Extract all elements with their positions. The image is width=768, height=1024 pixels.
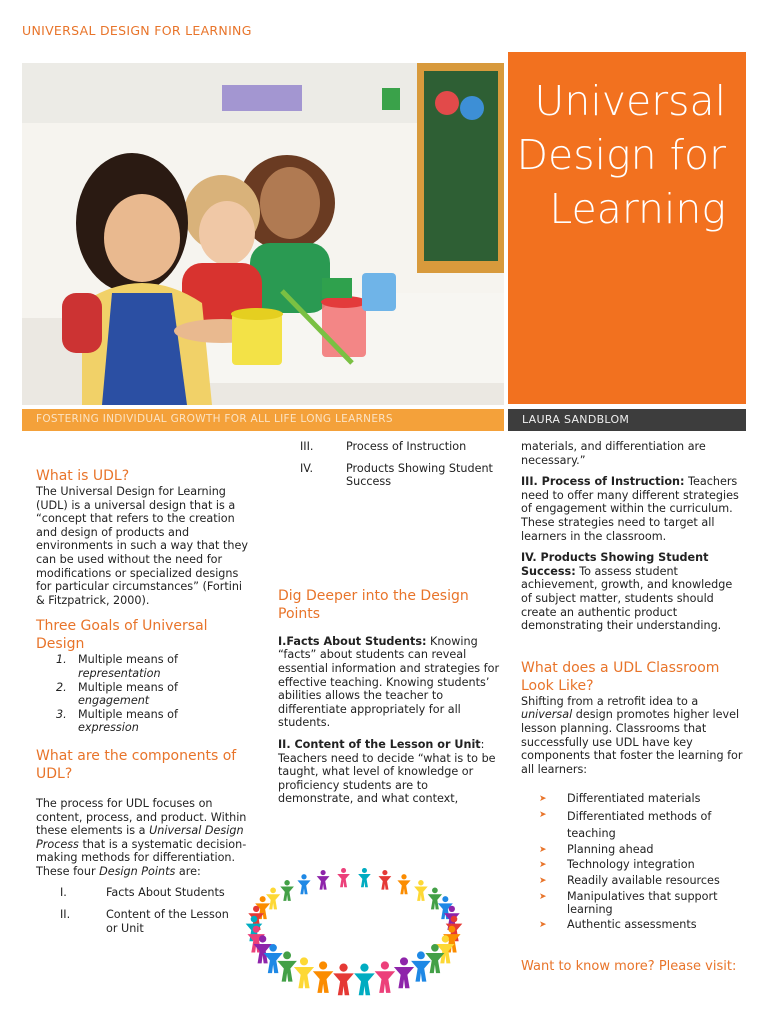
column-2 [278, 440, 500, 806]
person-figure [358, 868, 371, 887]
list-item: II. Content of the Lesson or Unit [60, 908, 229, 935]
what-is-udl-text: The Universal Design for Learning (UDL) is a universal design that is a “concept that refers to the creation and design of products and environments in such a way that they can be used without the need for modifications or specialized designs for particular circumstances” (Fortini & Fitzpatrick, 2000). [36, 485, 248, 607]
person-figure [280, 880, 294, 901]
person-figure [414, 880, 428, 901]
person-figure [428, 887, 442, 909]
column-1 [36, 467, 254, 935]
classroom-bullets [521, 792, 729, 932]
person-figure [294, 957, 314, 988]
continued-text: materials, and differentiation are necessary.” [521, 440, 706, 467]
arrow-bullet-icon: ➤ [539, 844, 547, 855]
arrow-bullet-icon: ➤ [539, 860, 547, 871]
people-circle-illustration [238, 862, 470, 1004]
products-showing-success-text: IV. Products Showing Student Success: To assess student achievement, growth, and knowledge of subject matter, students should create an authentic product demonstrating their understanding. [521, 551, 733, 633]
arrow-bullet-icon: ➤ [539, 809, 547, 820]
person-figure [375, 961, 396, 992]
list-item: 1. Multiple means of representation [56, 653, 178, 680]
facts-about-students-text: I.Facts About Students: Knowing “facts” about students can reveal essential information and strategies for effective teaching. Knowing students’ abilities allows the teacher to differentiate appropriately for all students. [278, 634, 500, 730]
tagline-band [22, 409, 504, 431]
list-item: I. Facts About Students [60, 886, 225, 900]
udl-classroom-heading: What does a UDL Classroom Look Like? [521, 659, 720, 694]
three-goals-heading: Three Goals of Universal Design [36, 618, 208, 653]
arrow-bullet-icon: ➤ [539, 891, 547, 902]
list-item: ➤ Planning ahead [539, 842, 654, 856]
udl-classroom-text: Shifting from a retrofit idea to a universal design promotes higher level lesson planning. Classrooms that successfully use UDL have key components that foster the learning for all learners: [521, 694, 743, 776]
list-item: ➤ Differentiated methods of teaching [539, 809, 712, 840]
arrow-bullet-icon: ➤ [539, 876, 547, 887]
person-figure [337, 868, 350, 887]
list-item: ➤ Authentic assessments [539, 917, 697, 931]
list-item: ➤ Readily available resources [539, 874, 720, 888]
author-band [508, 409, 746, 431]
what-is-udl-heading: What is UDL? [36, 468, 130, 484]
children-painting-photo [22, 63, 504, 405]
person-figure [379, 870, 392, 890]
title-block [508, 52, 746, 404]
title-line-1: Universal [534, 77, 726, 125]
column-3 [521, 440, 743, 976]
person-figure [266, 887, 280, 909]
person-figure [411, 951, 431, 981]
person-figure [297, 874, 310, 894]
design-points-list-2 [278, 440, 500, 489]
list-item: 2. Multiple means of engagement [56, 680, 178, 708]
person-figure [333, 963, 354, 995]
list-item: ➤ Technology integration [539, 858, 695, 872]
list-item: III. Process of Instruction [300, 440, 467, 453]
goals-list [36, 653, 254, 735]
header-label: UNIVERSAL DESIGN FOR LEARNING [22, 23, 252, 38]
main-title [516, 74, 726, 236]
person-figure [394, 957, 414, 988]
person-figure [397, 874, 410, 894]
title-line-3: Learning [549, 185, 726, 233]
list-item: IV. Products Showing Student Success [300, 461, 493, 489]
design-points-list-1 [36, 886, 230, 935]
want-to-know-more-heading: Want to know more? Please visit: [521, 959, 737, 975]
components-text: The process for UDL focuses on content, process, and product. Within these elements is a Universal Design Process that is a systematic decision-making methods for differentiation. These four Design Points are: [36, 796, 247, 878]
person-figure [277, 951, 297, 981]
title-line-2: Design for [516, 131, 726, 179]
process-of-instruction-text: III. Process of Instruction: Teachers need to offer many different strategies of engagement within the curriculum. These strategies need to target all learners in the classroom. [521, 475, 739, 543]
dig-deeper-heading: Dig Deeper into the Design Points [278, 587, 469, 622]
author-name: LAURA SANDBLOM [522, 413, 630, 426]
person-figure [313, 961, 334, 992]
list-item: ➤ Manipulatives that support learning [539, 889, 718, 917]
tagline: FOSTERING INDIVIDUAL GROWTH FOR ALL LIFE LONG LEARNERS [36, 413, 393, 425]
list-item: ➤ Differentiated materials [539, 792, 701, 806]
components-heading: What are the components of UDL? [36, 747, 237, 782]
list-item: 3. Multiple means of expression [56, 707, 178, 735]
person-figure [354, 963, 375, 995]
person-figure [317, 870, 330, 890]
arrow-bullet-icon: ➤ [539, 919, 547, 930]
content-of-lesson-text: II. Content of the Lesson or Unit: Teachers need to decide “what is to be taught, what level of knowledge or proficiency students are to demonstrate, and what context, [278, 737, 496, 806]
arrow-bullet-icon: ➤ [539, 794, 547, 805]
